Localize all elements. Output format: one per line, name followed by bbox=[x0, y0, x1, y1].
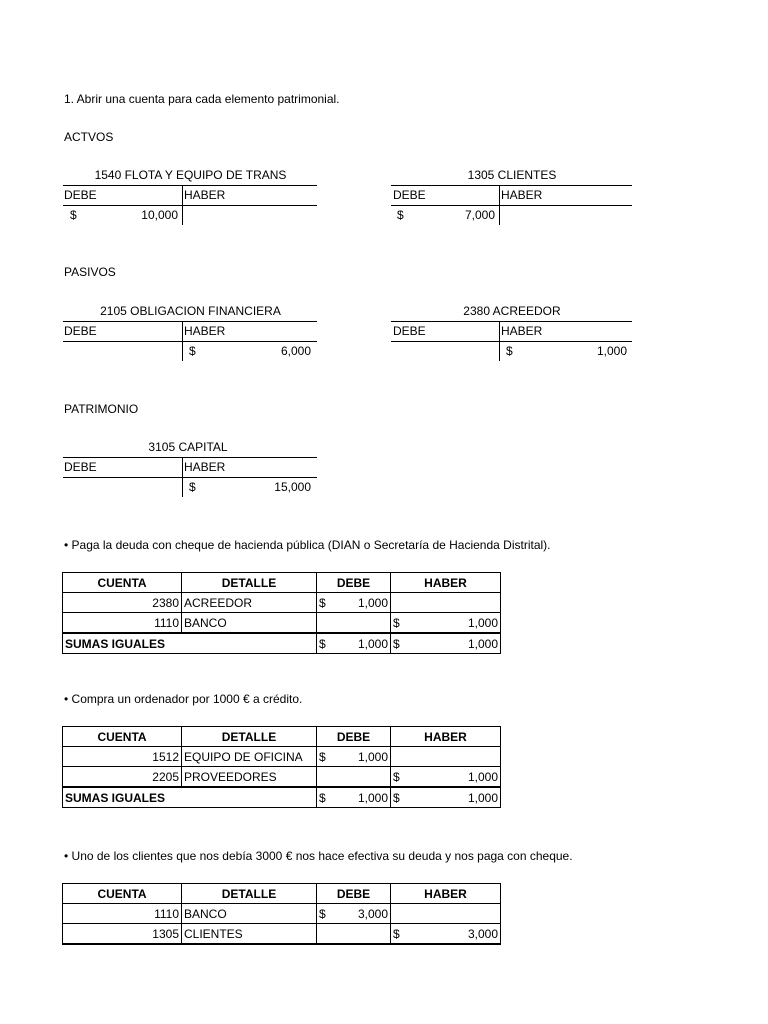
cell-haber bbox=[391, 613, 501, 634]
header-debe: DEBE bbox=[317, 884, 391, 904]
currency-sign: $ bbox=[393, 790, 400, 805]
cell-debe bbox=[317, 593, 391, 613]
cell-detalle: EQUIPO DE OFICINA bbox=[182, 747, 317, 767]
t-account-title: 3105 CAPITAL bbox=[148, 440, 228, 454]
cell-detalle: CLIENTES bbox=[182, 924, 317, 945]
t-account-debe-label: DEBE bbox=[393, 188, 426, 202]
amount: 1,000 bbox=[357, 749, 388, 764]
total-haber bbox=[391, 787, 501, 808]
cell-haber bbox=[391, 767, 501, 788]
t-account-top-rule bbox=[391, 321, 632, 322]
t-account-top-rule bbox=[63, 185, 317, 186]
header-detalle: DETALLE bbox=[182, 573, 317, 593]
t-account-title: 1305 CLIENTES bbox=[467, 168, 557, 182]
amount: 1,000 bbox=[357, 790, 388, 805]
currency-sign: $ bbox=[393, 636, 400, 651]
header-haber: HABER bbox=[391, 884, 501, 904]
t-account-amount: 6,000 bbox=[280, 344, 311, 358]
t-account-amount: 15,000 bbox=[274, 480, 311, 494]
section-activos: ACTVOS bbox=[64, 130, 114, 144]
journal-table bbox=[62, 726, 501, 808]
currency-sign: $ bbox=[319, 636, 326, 651]
currency-sign: $ bbox=[393, 926, 400, 941]
cell-cuenta: 2205 bbox=[63, 767, 182, 788]
table-row bbox=[63, 904, 501, 924]
cell-debe bbox=[317, 904, 391, 924]
section-pasivos: PASIVOS bbox=[64, 265, 116, 279]
t-account-title: 2105 OBLIGACION FINANCIERA bbox=[100, 304, 281, 318]
t-account-debe-label: DEBE bbox=[393, 324, 426, 338]
cell-cuenta: 1305 bbox=[63, 924, 182, 945]
t-account-header-rule bbox=[391, 341, 632, 342]
t-account-top-rule bbox=[63, 321, 317, 322]
header-haber: HABER bbox=[391, 727, 501, 747]
currency-sign: $ bbox=[319, 906, 326, 921]
table-row bbox=[63, 593, 501, 613]
amount: 3,000 bbox=[357, 906, 388, 921]
amount: 1,000 bbox=[467, 636, 498, 651]
currency-sign: $ bbox=[393, 769, 400, 784]
table-row bbox=[63, 767, 501, 788]
header-debe: DEBE bbox=[317, 573, 391, 593]
totals-label: SUMAS IGUALES bbox=[63, 633, 317, 654]
amount: 1,000 bbox=[467, 769, 498, 784]
t-account-debe-label: DEBE bbox=[64, 324, 97, 338]
cell-cuenta: 1512 bbox=[63, 747, 182, 767]
header-detalle: DETALLE bbox=[182, 884, 317, 904]
amount: 1,000 bbox=[467, 615, 498, 630]
header-cuenta: CUENTA bbox=[63, 884, 182, 904]
total-haber bbox=[391, 633, 501, 654]
cell-haber bbox=[391, 593, 501, 613]
t-account-amount: 7,000 bbox=[464, 208, 495, 222]
t-account-debe-label: DEBE bbox=[64, 460, 97, 474]
currency-sign: $ bbox=[393, 615, 400, 630]
amount: 1,000 bbox=[467, 790, 498, 805]
cell-cuenta: 1110 bbox=[63, 613, 182, 634]
cell-cuenta: 1110 bbox=[63, 904, 182, 924]
t-account-haber-label: HABER bbox=[184, 188, 226, 202]
table-row bbox=[63, 924, 501, 945]
cell-cuenta: 2380 bbox=[63, 593, 182, 613]
header-cuenta: CUENTA bbox=[63, 727, 182, 747]
cell-detalle: PROVEEDORES bbox=[182, 767, 317, 788]
t-account-currency: $ bbox=[397, 208, 404, 222]
entry-description: • Uno de los clientes que nos debía 3000 € nos hace efectiva su deuda y nos paga con cheque. bbox=[64, 849, 573, 863]
cell-haber bbox=[391, 904, 501, 924]
amount: 3,000 bbox=[467, 926, 498, 941]
t-account-haber-label: HABER bbox=[184, 460, 226, 474]
t-account-amount: 10,000 bbox=[141, 208, 178, 222]
header-cuenta: CUENTA bbox=[63, 573, 182, 593]
t-account-haber-label: HABER bbox=[501, 324, 543, 338]
total-debe bbox=[317, 633, 391, 654]
amount: 1,000 bbox=[357, 595, 388, 610]
intro-text: 1. Abrir una cuenta para cada elemento patrimonial. bbox=[64, 92, 340, 106]
t-account-header-rule bbox=[63, 477, 317, 478]
table-row bbox=[63, 747, 501, 767]
totals-row bbox=[63, 633, 501, 654]
cell-debe bbox=[317, 767, 391, 788]
table-row bbox=[63, 613, 501, 634]
t-account-currency: $ bbox=[506, 344, 513, 358]
cell-detalle: BANCO bbox=[182, 613, 317, 634]
totals-row bbox=[63, 787, 501, 808]
cell-debe bbox=[317, 613, 391, 634]
journal-header-row bbox=[63, 884, 501, 904]
section-patrimonio: PATRIMONIO bbox=[64, 402, 139, 416]
t-account-header-rule bbox=[63, 205, 317, 206]
t-account-currency: $ bbox=[189, 344, 196, 358]
t-account-currency: $ bbox=[189, 480, 196, 494]
cell-haber bbox=[391, 924, 501, 945]
cell-detalle: BANCO bbox=[182, 904, 317, 924]
t-account-top-rule bbox=[63, 457, 317, 458]
cell-haber bbox=[391, 747, 501, 767]
t-account-header-rule bbox=[63, 341, 317, 342]
cell-debe bbox=[317, 747, 391, 767]
currency-sign: $ bbox=[319, 595, 326, 610]
header-detalle: DETALLE bbox=[182, 727, 317, 747]
t-account-title: 1540 FLOTA Y EQUIPO DE TRANS bbox=[94, 168, 287, 182]
t-account-haber-label: HABER bbox=[184, 324, 226, 338]
t-account-title: 2380 ACREEDOR bbox=[463, 304, 561, 318]
header-haber: HABER bbox=[391, 573, 501, 593]
cell-detalle: ACREEDOR bbox=[182, 593, 317, 613]
currency-sign: $ bbox=[319, 790, 326, 805]
currency-sign: $ bbox=[319, 749, 326, 764]
header-debe: DEBE bbox=[317, 727, 391, 747]
journal-header-row bbox=[63, 573, 501, 593]
totals-label: SUMAS IGUALES bbox=[63, 787, 317, 808]
t-account-top-rule bbox=[391, 185, 632, 186]
t-account-haber-label: HABER bbox=[501, 188, 543, 202]
t-account-debe-label: DEBE bbox=[64, 188, 97, 202]
t-account-header-rule bbox=[391, 205, 632, 206]
entry-description: • Compra un ordenador por 1000 € a crédito. bbox=[64, 692, 303, 706]
t-account-amount: 1,000 bbox=[596, 344, 627, 358]
journal-table bbox=[62, 572, 501, 654]
t-account-currency: $ bbox=[70, 208, 77, 222]
total-debe bbox=[317, 787, 391, 808]
cell-debe bbox=[317, 924, 391, 945]
amount: 1,000 bbox=[357, 636, 388, 651]
entry-description: • Paga la deuda con cheque de hacienda pública (DIAN o Secretaría de Hacienda Distrital). bbox=[64, 538, 551, 552]
journal-table bbox=[62, 883, 501, 945]
journal-header-row bbox=[63, 727, 501, 747]
